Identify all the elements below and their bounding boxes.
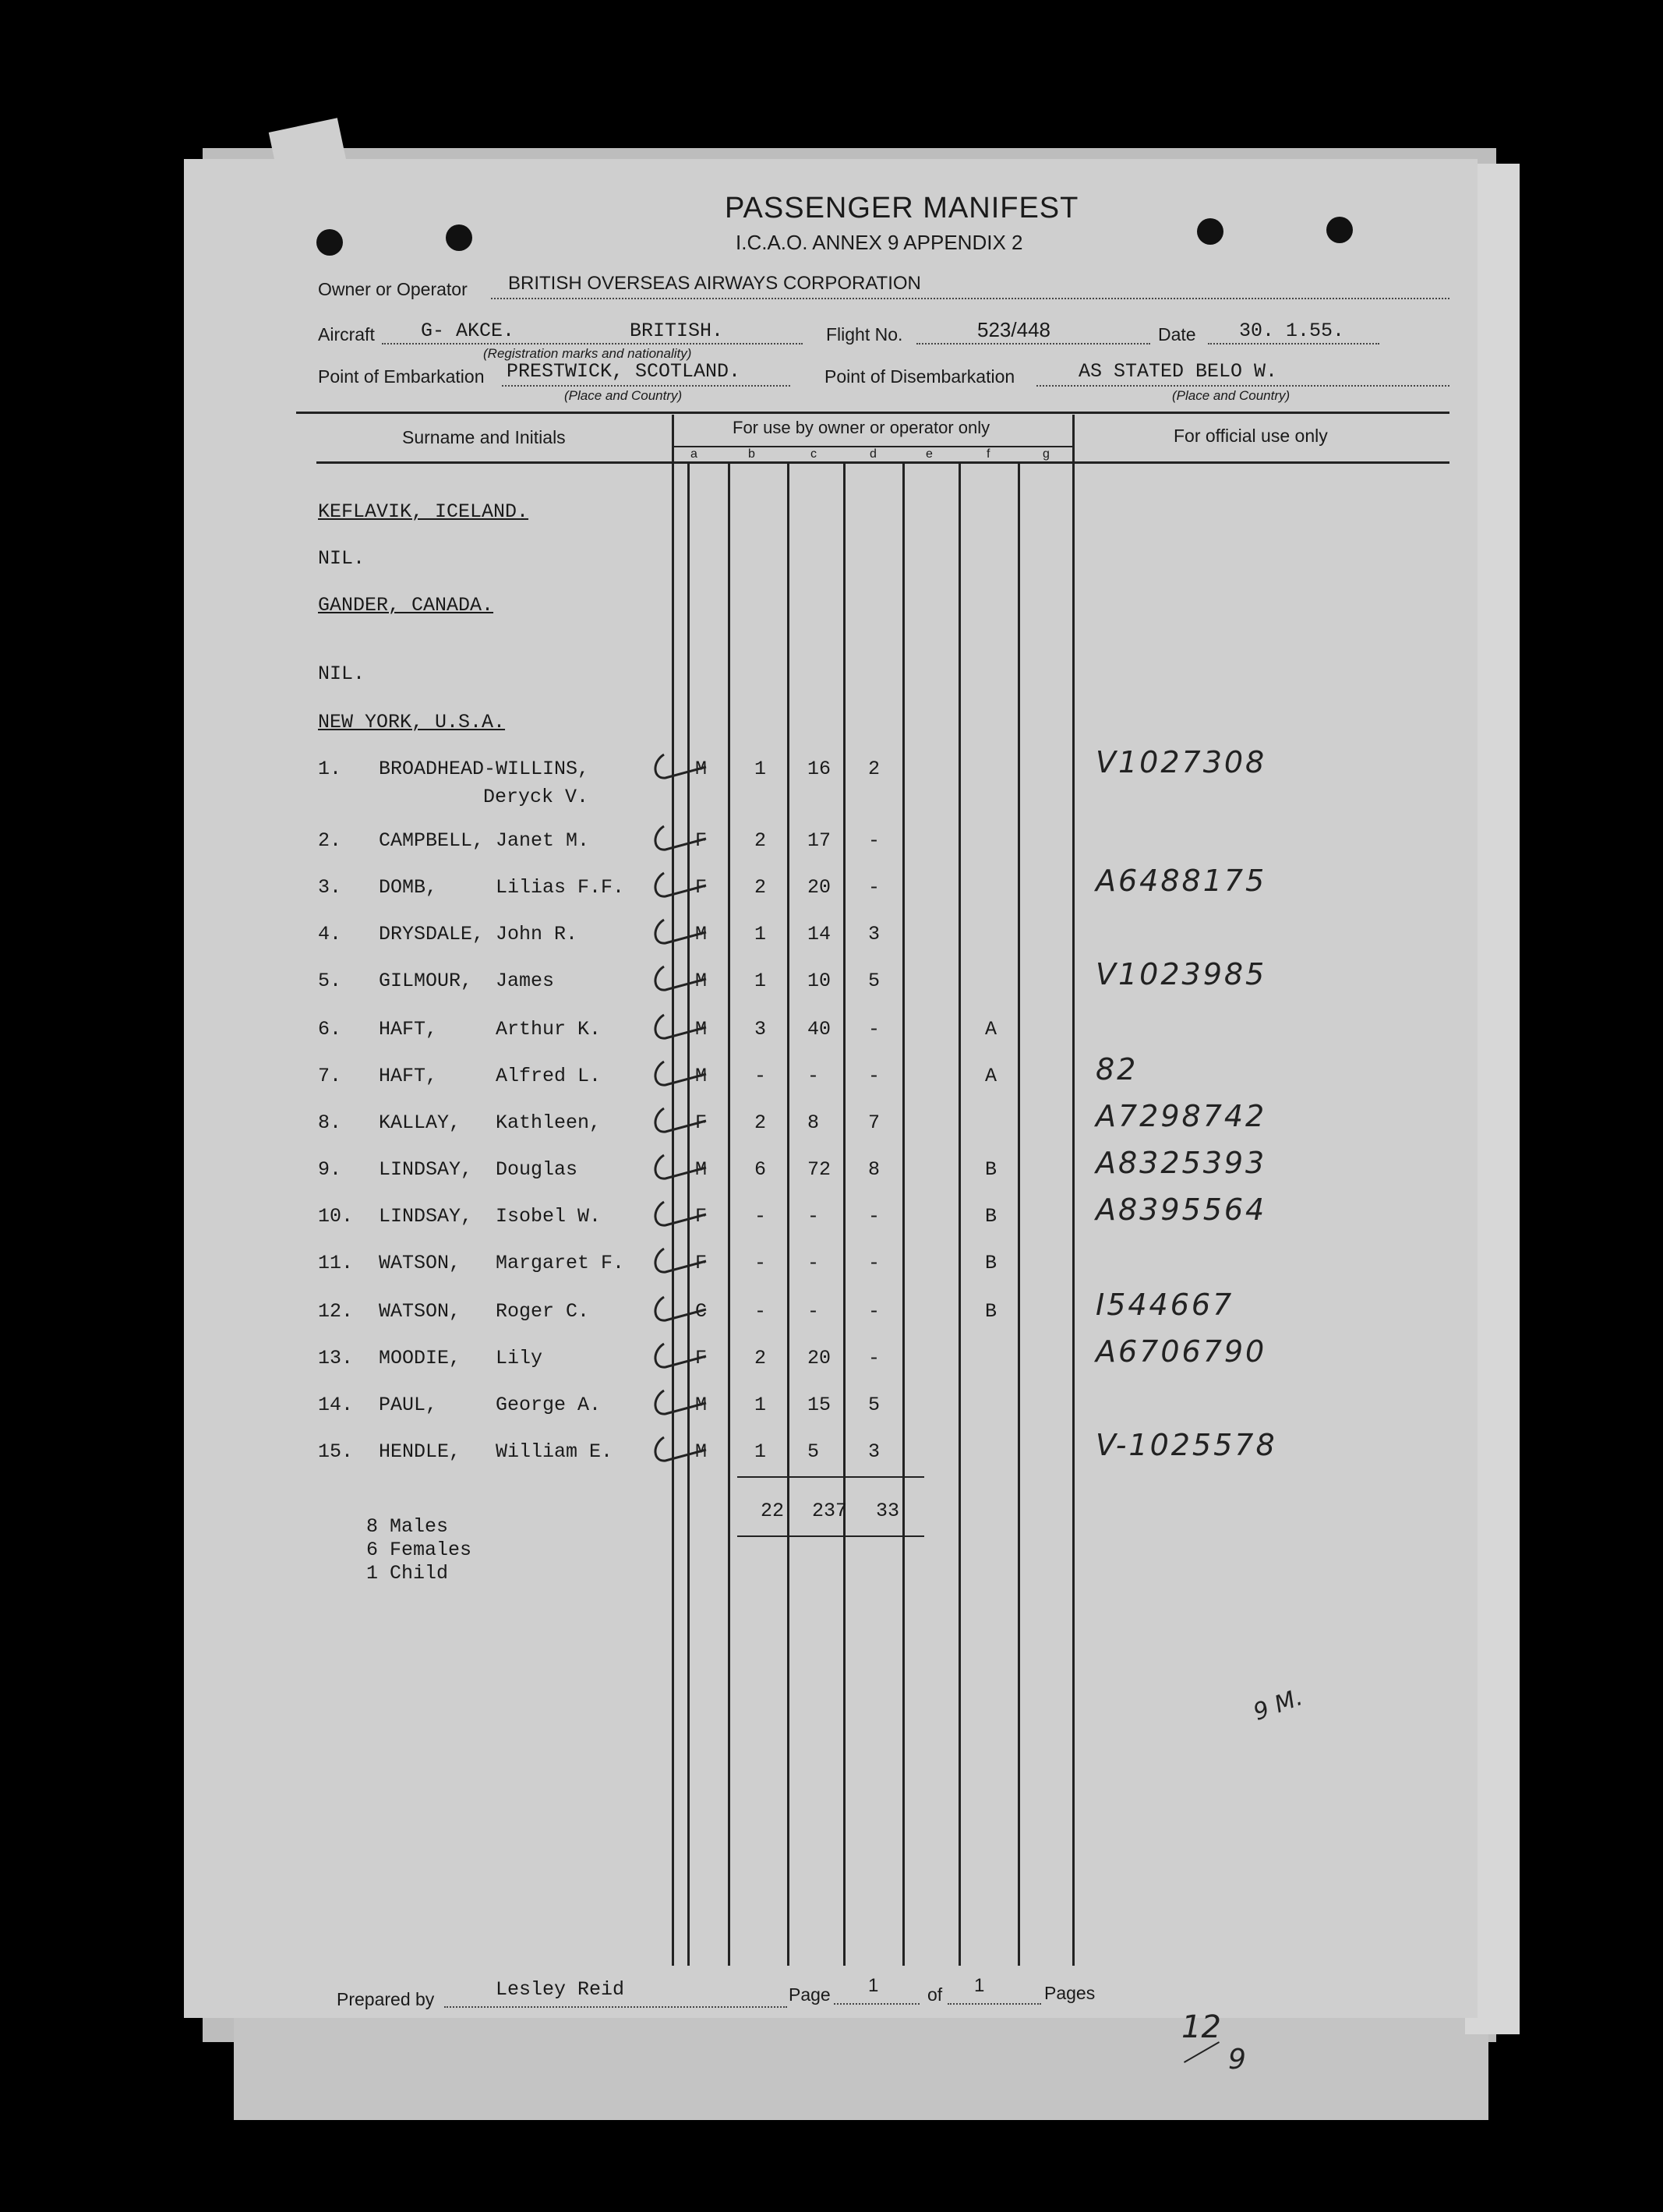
flight-value: 523/448 xyxy=(977,318,1050,341)
passenger-col-d: - xyxy=(868,1018,881,1041)
passenger-surname: PAUL, xyxy=(379,1394,438,1416)
passenger-given-names: Arthur K. xyxy=(496,1018,602,1041)
passenger-passport-number: A8325393 xyxy=(1096,1146,1267,1180)
passenger-number: 11. xyxy=(318,1252,354,1274)
prepared-dotted-line xyxy=(444,2006,787,2008)
passenger-passport-number: 82 xyxy=(1096,1052,1139,1087)
passenger-col-d: - xyxy=(868,1300,881,1323)
col-divider xyxy=(902,461,905,1966)
passenger-col-d: - xyxy=(868,1205,881,1228)
passenger-passport-number: A6488175 xyxy=(1096,864,1267,898)
total-d: 33 xyxy=(876,1500,900,1522)
subcol-c: c xyxy=(810,447,817,461)
passenger-col-b: 1 xyxy=(754,758,767,780)
prepared-label: Prepared by xyxy=(337,1989,435,2009)
col-divider xyxy=(959,461,961,1966)
passenger-number: 3. xyxy=(318,876,342,899)
date-value: 30. 1.55. xyxy=(1239,320,1345,342)
folio-number: 12 xyxy=(1181,2009,1221,2045)
passenger-surname: WATSON, xyxy=(379,1300,461,1323)
passenger-col-c: 16 xyxy=(807,758,832,780)
passenger-given-names: Deryck V. xyxy=(483,786,589,808)
punch-hole xyxy=(1197,218,1223,245)
nationality-value: BRITISH. xyxy=(630,320,724,342)
date-dotted-line xyxy=(1208,343,1379,345)
passenger-given-names: John R. xyxy=(496,923,578,945)
passenger-col-d: - xyxy=(868,876,881,899)
section-place: NEW YORK, U.S.A. xyxy=(318,711,506,733)
disembarkation-label: Point of Disembarkation xyxy=(824,366,1015,387)
subcol-d: d xyxy=(870,447,877,461)
passenger-col-c: 14 xyxy=(807,923,832,945)
passenger-col-d: 3 xyxy=(868,1440,881,1463)
totals-bottom-rule xyxy=(737,1535,924,1537)
subcol-a: a xyxy=(690,447,697,461)
subcol-g: g xyxy=(1043,447,1050,461)
passenger-col-c: 5 xyxy=(807,1440,820,1463)
passenger-passport-number: A8395564 xyxy=(1096,1193,1267,1227)
passenger-number: 4. xyxy=(318,923,342,945)
passenger-surname: KALLAY, xyxy=(379,1111,461,1134)
col-header-operator: For use by owner or operator only xyxy=(733,418,990,437)
page-dotted-line xyxy=(834,2003,920,2005)
of-value: 1 xyxy=(974,1975,985,1996)
passenger-given-names: Lilias F.F. xyxy=(496,876,625,899)
check-mark-icon xyxy=(648,1339,711,1378)
passenger-sex: F xyxy=(695,1205,708,1228)
registration-note: (Registration marks and nationality) xyxy=(483,346,692,361)
summary-males: 8 Males xyxy=(366,1515,449,1538)
passenger-col-d: 7 xyxy=(868,1111,881,1134)
of-dotted-line xyxy=(948,2003,1041,2005)
passenger-surname: DRYSDALE, xyxy=(379,923,485,945)
page-subtitle: I.C.A.O. ANNEX 9 APPENDIX 2 xyxy=(736,231,1023,254)
col-divider xyxy=(843,461,846,1966)
passenger-given-names: Kathleen, xyxy=(496,1111,602,1134)
passenger-col-b: 1 xyxy=(754,970,767,992)
embarkation-label: Point of Embarkation xyxy=(318,366,485,387)
owner-value: BRITISH OVERSEAS AIRWAYS CORPORATION xyxy=(508,273,921,294)
pages-label: Pages xyxy=(1044,1983,1096,2003)
passenger-number: 13. xyxy=(318,1347,354,1369)
check-mark-icon xyxy=(648,1244,711,1283)
passenger-col-f: B xyxy=(985,1205,997,1228)
embarkation-note: (Place and Country) xyxy=(564,388,683,403)
passenger-surname: GILMOUR, xyxy=(379,970,473,992)
check-mark-icon xyxy=(648,1057,711,1096)
aircraft-value: G- AKCE. xyxy=(421,320,515,342)
subcol-b: b xyxy=(748,447,755,461)
disembarkation-note: (Place and Country) xyxy=(1172,388,1291,403)
passenger-sex: F xyxy=(695,1252,708,1274)
passenger-number: 5. xyxy=(318,970,342,992)
page-value: 1 xyxy=(868,1975,879,1996)
passenger-passport-number: V1027308 xyxy=(1096,745,1267,779)
passenger-number: 6. xyxy=(318,1018,342,1041)
check-mark-icon xyxy=(648,1292,711,1331)
passenger-surname: WATSON, xyxy=(379,1252,461,1274)
totals-top-rule xyxy=(737,1476,924,1478)
check-mark-icon xyxy=(648,868,711,907)
page-title: PASSENGER MANIFEST xyxy=(725,192,1079,224)
passenger-col-b: - xyxy=(754,1205,767,1228)
owner-label: Owner or Operator xyxy=(318,279,468,299)
table-top-rule xyxy=(296,412,1449,414)
passenger-given-names: William E. xyxy=(496,1440,613,1463)
passenger-passport-number: V-1025578 xyxy=(1096,1428,1277,1462)
passenger-col-d: - xyxy=(868,1252,881,1274)
check-mark-icon xyxy=(648,750,711,789)
punch-hole xyxy=(1326,217,1353,243)
aircraft-dotted-line xyxy=(382,343,803,345)
summary-child: 1 Child xyxy=(366,1562,449,1585)
passenger-col-c: - xyxy=(807,1205,820,1228)
header-bottom-rule xyxy=(316,461,1449,464)
passenger-col-d: 5 xyxy=(868,1394,881,1416)
check-mark-icon xyxy=(648,1197,711,1236)
passenger-col-c: 10 xyxy=(807,970,832,992)
col-divider xyxy=(787,461,789,1966)
passenger-col-c: 17 xyxy=(807,829,832,852)
col-divider xyxy=(728,461,730,1966)
passenger-number: 1. xyxy=(318,758,342,780)
passenger-col-d: - xyxy=(868,1065,881,1087)
passenger-sex: M xyxy=(695,1158,708,1181)
passenger-col-c: 20 xyxy=(807,1347,832,1369)
disembarkation-value: AS STATED BELO W. xyxy=(1079,360,1278,383)
passenger-sex: F xyxy=(695,1111,708,1134)
of-label: of xyxy=(927,1984,943,2005)
passenger-given-names: Isobel W. xyxy=(496,1205,602,1228)
col-header-official: For official use only xyxy=(1174,426,1328,446)
passenger-col-f: B xyxy=(985,1300,997,1323)
passenger-surname: BROADHEAD-WILLINS, xyxy=(379,758,590,780)
section-place: GANDER, CANADA. xyxy=(318,594,494,617)
passenger-col-b: 1 xyxy=(754,1394,767,1416)
embarkation-dotted-line xyxy=(502,385,790,387)
page-label: Page xyxy=(789,1984,831,2005)
aircraft-label: Aircraft xyxy=(318,324,375,345)
check-mark-icon xyxy=(648,1433,711,1472)
passenger-col-b: 2 xyxy=(754,1347,767,1369)
total-b: 22 xyxy=(761,1500,785,1522)
passenger-passport-number: A6706790 xyxy=(1096,1334,1267,1369)
subcol-e: e xyxy=(926,447,933,461)
passenger-sex: M xyxy=(695,1018,708,1041)
passenger-col-d: 5 xyxy=(868,970,881,992)
passenger-col-c: - xyxy=(807,1252,820,1274)
section-note: NIL. xyxy=(318,663,365,685)
passenger-number: 10. xyxy=(318,1205,354,1228)
check-mark-icon xyxy=(648,822,711,860)
passenger-sex: M xyxy=(695,1065,708,1087)
date-label: Date xyxy=(1158,324,1196,345)
passenger-surname: HENDLE, xyxy=(379,1440,461,1463)
passenger-col-d: 2 xyxy=(868,758,881,780)
passenger-col-f: A xyxy=(985,1018,997,1041)
passenger-col-c: - xyxy=(807,1065,820,1087)
passenger-given-names: Roger C. xyxy=(496,1300,590,1323)
summary-females: 6 Females xyxy=(366,1539,472,1561)
passenger-col-d: 3 xyxy=(868,923,881,945)
passenger-number: 9. xyxy=(318,1158,342,1181)
passenger-col-b: - xyxy=(754,1065,767,1087)
passenger-sex: C xyxy=(695,1300,708,1323)
check-mark-icon xyxy=(648,915,711,954)
passenger-col-b: - xyxy=(754,1300,767,1323)
subcol-f: f xyxy=(987,447,990,461)
check-mark-icon xyxy=(648,962,711,1001)
punch-hole xyxy=(446,224,472,251)
check-mark-icon xyxy=(648,1010,711,1049)
passenger-surname: HAFT, xyxy=(379,1065,438,1087)
passenger-number: 8. xyxy=(318,1111,342,1134)
passenger-number: 2. xyxy=(318,829,342,852)
folio-fraction: 9 xyxy=(1228,2044,1246,2076)
corner-handwritten-note: 9 M. xyxy=(1249,1684,1307,1726)
owner-dotted-line xyxy=(491,298,1449,299)
flight-label: Flight No. xyxy=(826,324,903,345)
passenger-col-b: 2 xyxy=(754,829,767,852)
passenger-given-names: Lily xyxy=(496,1347,543,1369)
passenger-given-names: Margaret F. xyxy=(496,1252,625,1274)
check-mark-icon xyxy=(648,1104,711,1143)
punch-hole xyxy=(316,229,343,256)
passenger-sex: M xyxy=(695,970,708,992)
underlying-sheet xyxy=(234,2011,1488,2120)
passenger-col-c: 15 xyxy=(807,1394,832,1416)
passenger-passport-number: A7298742 xyxy=(1096,1099,1267,1133)
total-c: 237 xyxy=(812,1500,848,1522)
passenger-surname: CAMPBELL, xyxy=(379,829,485,852)
passenger-col-b: 2 xyxy=(754,1111,767,1134)
passenger-col-d: - xyxy=(868,1347,881,1369)
flight-dotted-line xyxy=(916,343,1150,345)
passenger-sex: M xyxy=(695,758,708,780)
passenger-number: 15. xyxy=(318,1440,354,1463)
check-mark-icon xyxy=(648,1150,711,1189)
col-divider xyxy=(1072,415,1075,1966)
passenger-passport-number: I544667 xyxy=(1096,1288,1234,1322)
col-divider xyxy=(1018,461,1020,1966)
col-header-name: Surname and Initials xyxy=(402,427,566,447)
passenger-col-b: 1 xyxy=(754,1440,767,1463)
passenger-given-names: James xyxy=(496,970,555,992)
passenger-number: 12. xyxy=(318,1300,354,1323)
passenger-col-f: B xyxy=(985,1158,997,1181)
passenger-col-c: - xyxy=(807,1300,820,1323)
passenger-surname: LINDSAY, xyxy=(379,1205,473,1228)
passenger-sex: F xyxy=(695,1347,708,1369)
passenger-surname: MOODIE, xyxy=(379,1347,461,1369)
section-place: KEFLAVIK, ICELAND. xyxy=(318,500,529,523)
embarkation-value: PRESTWICK, SCOTLAND. xyxy=(507,360,741,383)
passenger-given-names: Janet M. xyxy=(496,829,590,852)
passenger-surname: LINDSAY, xyxy=(379,1158,473,1181)
passenger-col-f: B xyxy=(985,1252,997,1274)
section-note: NIL. xyxy=(318,547,365,570)
check-mark-icon xyxy=(648,1386,711,1425)
disembarkation-dotted-line xyxy=(1036,385,1449,387)
passenger-col-d: - xyxy=(868,829,881,852)
passenger-col-b: 6 xyxy=(754,1158,767,1181)
passenger-col-c: 8 xyxy=(807,1111,820,1134)
passenger-given-names: Douglas xyxy=(496,1158,578,1181)
passenger-sex: F xyxy=(695,876,708,899)
passenger-sex: M xyxy=(695,923,708,945)
passenger-sex: M xyxy=(695,1440,708,1463)
passenger-given-names: George A. xyxy=(496,1394,602,1416)
passenger-sex: M xyxy=(695,1394,708,1416)
passenger-surname: HAFT, xyxy=(379,1018,438,1041)
passenger-col-f: A xyxy=(985,1065,997,1087)
passenger-col-b: 1 xyxy=(754,923,767,945)
passenger-col-b: 2 xyxy=(754,876,767,899)
prepared-value: Lesley Reid xyxy=(496,1978,625,2001)
passenger-number: 14. xyxy=(318,1394,354,1416)
col-divider xyxy=(672,415,674,1966)
passenger-number: 7. xyxy=(318,1065,342,1087)
passenger-col-b: 3 xyxy=(754,1018,767,1041)
passenger-given-names: Alfred L. xyxy=(496,1065,602,1087)
passenger-passport-number: V1023985 xyxy=(1096,957,1267,991)
passenger-col-c: 72 xyxy=(807,1158,832,1181)
passenger-sex: F xyxy=(695,829,708,852)
passenger-surname: DOMB, xyxy=(379,876,438,899)
passenger-col-c: 20 xyxy=(807,876,832,899)
passenger-col-d: 8 xyxy=(868,1158,881,1181)
passenger-col-c: 40 xyxy=(807,1018,832,1041)
passenger-col-b: - xyxy=(754,1252,767,1274)
